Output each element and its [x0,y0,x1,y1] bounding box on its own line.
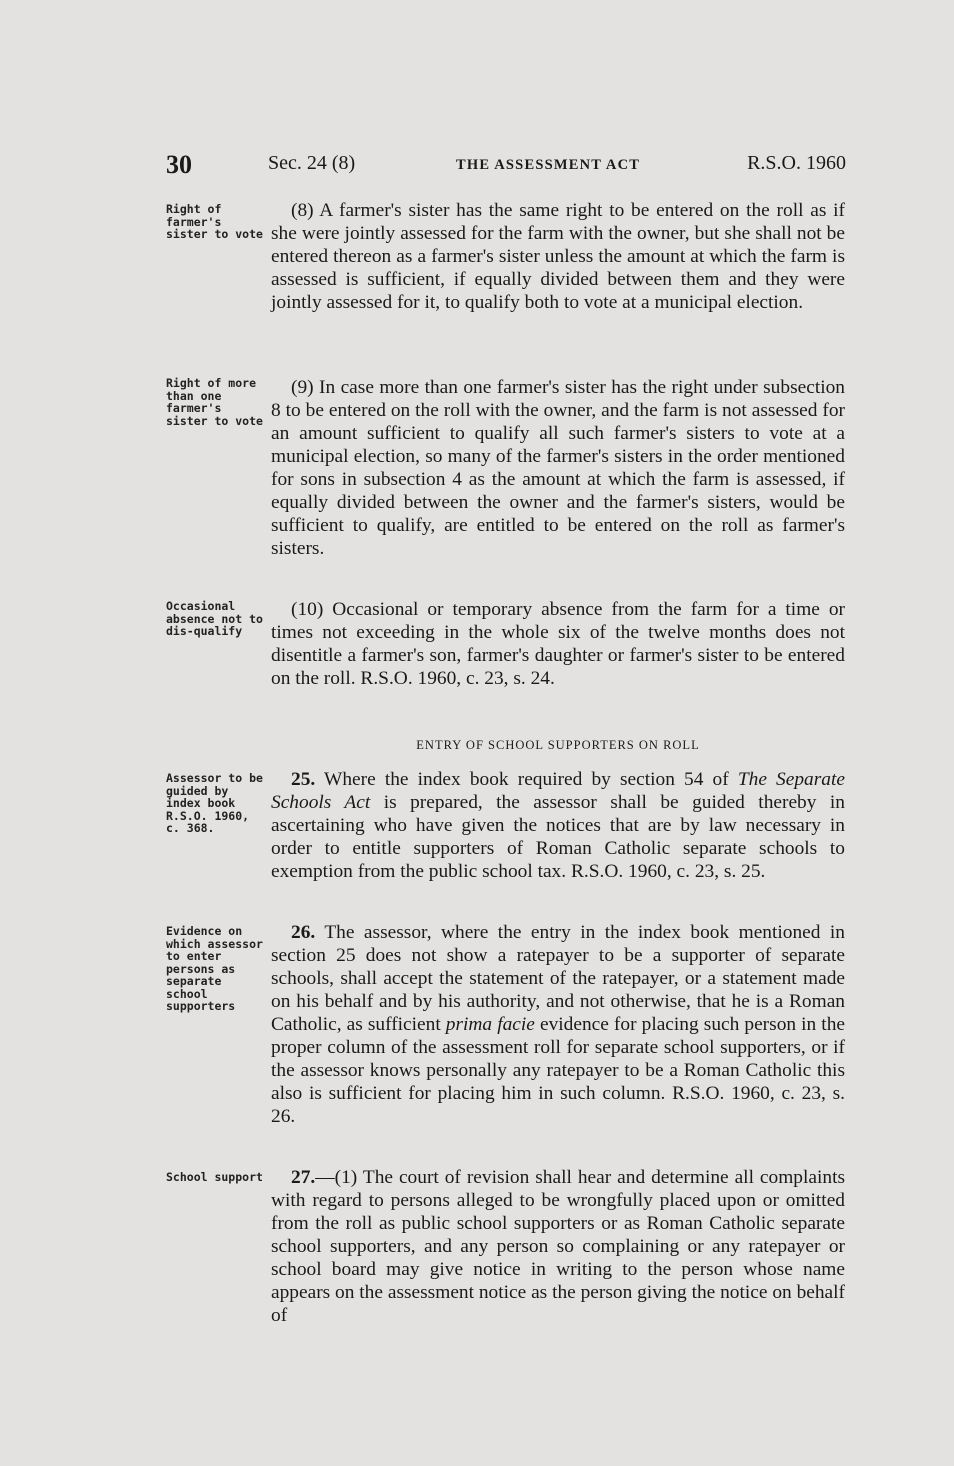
section-reference: Sec. 24 (8) [268,152,356,174]
edition-label: R.S.O. 1960 [747,152,846,174]
section-26-text-b: evidence for placing such person in the proper column of the assessment roll for separate school supporters, or if the assessor knows personally any ratepayer to be a Roman Catholic this also is sufficient for placing him in such column. R.S.O. 1960, c. 23, s. 26. [271,1014,845,1127]
act-title: THE ASSESSMENT ACT [456,157,641,173]
subsection-10: (10) Occasional or temporary absence from the farm for a time or times not exceeding in the whole six of the twelve months does not disentitle a farmer's son, farmer's daughter or farmer's sister to be entered on the roll. R.S.O. 1960, c. 23, s. 24. [271,599,845,689]
subsection-9: (9) In case more than one farmer's sister has the right under subsection 8 to be entered on the roll with the owner, and the farm is not assessed for an amount sufficient to qualify all such farmer's sisters to vote at a municipal election, so many of the farmer's sisters in the order mentioned for sons in subsection 4 as the amount at which the farm is assessed, if equally divided between the owner and the farmer's sisters, would be sufficient to qualify, are entitled to be entered on the roll as farmer's sisters. [271,377,845,559]
section-26 [271,921,845,1128]
section-25-act-name: The Separate Schools Act [271,769,845,813]
margin-note-26: Evidence on which assessor to enter persons as separate school supporters [166,924,263,1013]
page-number: 30 [166,150,192,179]
running-header [166,150,846,180]
section-26-text-a: The assessor, where the entry in the index book mentioned in section 25 does not show a ratepayer to be a supporter of separate schools, shall accept the statement of the ratepayer, or a statement made on his behalf and by his authority, and not otherwise, that he is a Roman Catholic, as sufficient [271,922,845,1035]
section-27-text: —(1) The court of revision shall hear and determine all complaints with regard to persons alleged to be wrongfully placed upon or omitted from the roll as public school supporters or as Roman Catholic separate school supporters, and any person so complaining or any ratepayer or school board may give notice in writing to the person whose name appears on the assessment notice as the person giving the notice on behalf of [271,1167,846,1326]
section-heading: ENTRY OF SCHOOL SUPPORTERS ON ROLL [416,738,700,752]
margin-note-8: Right of farmer's sister to vote [166,202,263,241]
margin-note-25 [166,772,266,835]
section-25 [271,768,845,883]
margin-note-9: Right of more than one farmer's sister to vote [166,376,263,428]
section-27-number: 27. [291,1167,316,1188]
margin-note-27: School support [166,1170,263,1184]
section-25-text-b: is prepared, the assessor shall be guided thereby in ascertaining who have given the notices that are by law necessary in order to entitle supporters of Roman Catholic separate schools to exemption from the public school tax. R.S.O. 1960, c. 23, s. 25. [271,792,845,882]
section-26-latin-phrase: prima facie [445,1014,535,1035]
section-25-number: 25. [291,769,316,790]
margin-note-10: Occasional absence not to dis-qualify [166,599,263,638]
section-26-number: 26. [291,922,316,943]
margin-note-25-text: Assessor to be guided by index book [166,771,263,810]
subsection-8: (8) A farmer's sister has the same right to be entered on the roll as if she were jointly assessed for the farm with the owner, but she shall not be entered thereon as a farmer's sister unless the amount at which the farm is assessed is sufficient, if equally divided between them and they were jointly assessed for it, to qualify both to vote at a municipal election. [271,200,845,313]
margin-note-25-citation: R.S.O. 1960, c. 368. [166,808,250,835]
section-25-text-a: Where the index book required by section 54 of [315,769,738,790]
section-27 [271,1166,845,1327]
